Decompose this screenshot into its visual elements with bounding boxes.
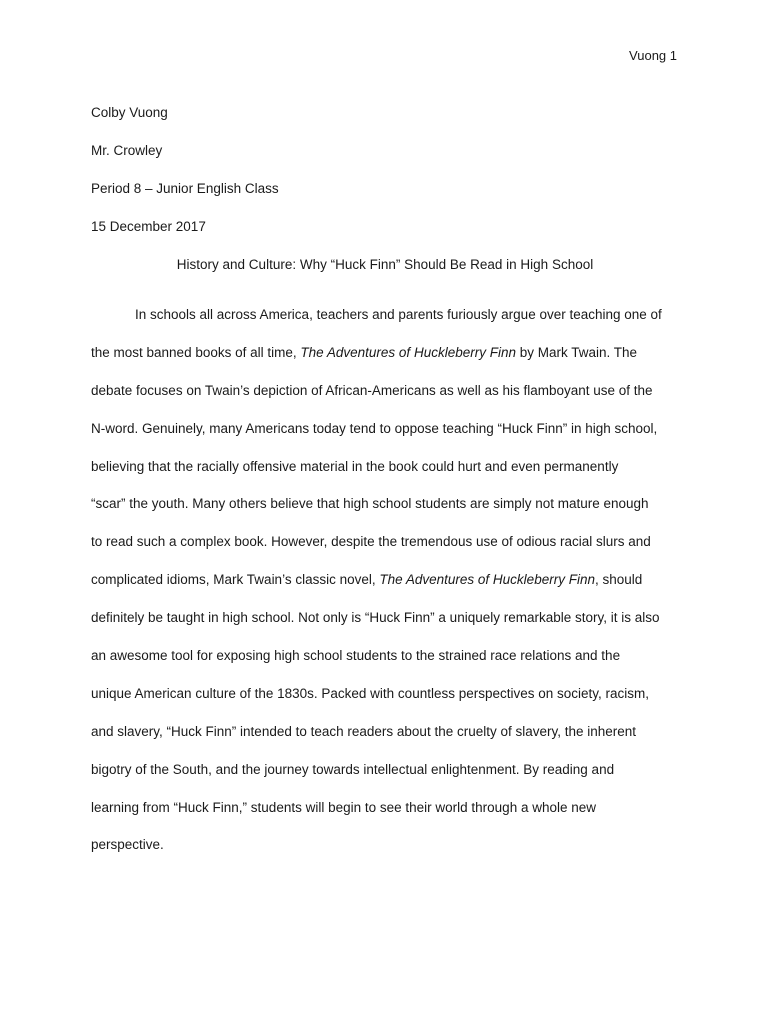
paragraph-line: learning from “Huck Finn,” students will begin to see their world through a whole new — [91, 799, 596, 815]
paragraph-line: bigotry of the South, and the journey towards intellectual enlightenment. By reading and — [91, 761, 615, 777]
mla-heading — [91, 94, 679, 246]
paragraph-line: to read such a complex book. However, despite the tremendous use of odious racial slurs and — [91, 534, 651, 550]
paragraph-line: debate focuses on Twain’s depiction of African-Americans as well as his flamboyant use of the — [91, 382, 653, 398]
body-paragraph — [91, 296, 679, 864]
paragraph-line: perspective. — [91, 837, 164, 853]
paragraph-line: believing that the racially offensive material in the book could hurt and even permanently — [91, 458, 619, 474]
paragraph-line: N-word. Genuinely, many Americans today tend to oppose teaching “Huck Finn” in high school, — [91, 420, 658, 436]
book-title-italic: The Adventures of Huckleberry Finn — [379, 572, 595, 588]
class-name: Period 8 – Junior English Class — [91, 181, 279, 196]
text-run: by Mark Twain. The — [515, 344, 638, 360]
text-run: , should — [594, 572, 643, 588]
paragraph-line: and slavery, “Huck Finn” intended to teach readers about the cruelty of slavery, the inherent — [91, 723, 637, 739]
document-date: 15 December 2017 — [91, 219, 206, 234]
document-title: History and Culture: Why “Huck Finn” Should Be Read in High School — [176, 257, 594, 272]
paragraph-line: unique American culture of the 1830s. Packed with countless perspectives on society, racism, — [91, 685, 650, 701]
page-header-number: Vuong 1 — [629, 48, 677, 63]
text-run: the most banned books of all time, — [91, 344, 301, 360]
teacher-name: Mr. Crowley — [91, 143, 163, 158]
paragraph-line: “scar” the youth. Many others believe that high school students are simply not mature enough — [91, 496, 649, 512]
book-title-italic: The Adventures of Huckleberry Finn — [300, 344, 516, 360]
author-name: Colby Vuong — [91, 105, 168, 120]
paragraph-line: In schools all across America, teachers and parents furiously argue over teaching one of — [135, 307, 662, 322]
paragraph-line — [91, 334, 679, 372]
paragraph-line — [91, 561, 679, 599]
paragraph-line: an awesome tool for exposing high school students to the strained race relations and the — [91, 648, 621, 664]
paragraph-line: definitely be taught in high school. Not only is “Huck Finn” a uniquely remarkable story, it is also — [91, 610, 660, 626]
text-run: complicated idioms, Mark Twain’s classic novel, — [91, 572, 380, 588]
